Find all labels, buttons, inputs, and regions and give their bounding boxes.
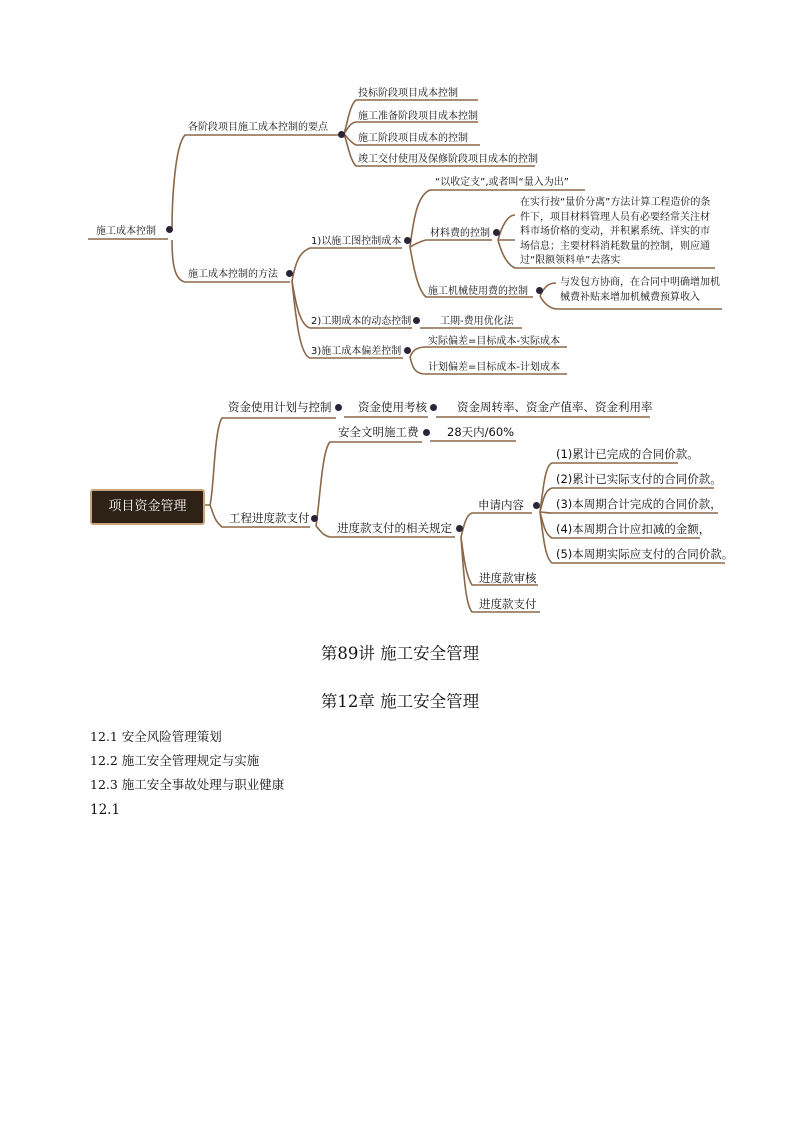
map1-root-dot	[166, 226, 173, 233]
lecture-title: 第89讲 施工安全管理	[320, 644, 480, 663]
map1-stage-item: 施工阶段项目成本的控制	[358, 133, 468, 144]
map2-progress-dot	[456, 525, 463, 532]
map2-apply-item: (5)本周期实际应支付的合同价款。	[556, 547, 734, 561]
map1-m3-child: 计划偏差=目标成本-计划成本	[428, 362, 560, 373]
map2-safety-value: 28天内/60%	[447, 425, 515, 439]
map2-root: 项目资金管理	[90, 489, 205, 525]
map1-method-1: 1)以施工图控制成本	[311, 236, 402, 247]
section-start: 12.1	[90, 802, 121, 818]
map2-b1-grandchild: 资金周转率、资金产值率、资金利用率	[457, 400, 653, 414]
map2-b2-dot	[311, 515, 318, 522]
map2-branch-2: 工程进度款支付	[229, 511, 310, 525]
map2-review: 进度款审核	[479, 571, 537, 585]
map1-m2-dot	[413, 317, 420, 324]
map1-root: 施工成本控制	[96, 226, 156, 237]
map1-methods-dot	[286, 270, 293, 277]
map1-material-desc: 在实行按“量价分离”方法计算工程造价的条件下，项目材料管理人员有必要经常关注材料市场价格的变动，并积累系统、详实的市场信息；主要材料消耗数量的控制，则应通过“限额领料单”去落实	[520, 197, 711, 266]
map1-m2-child: 工期-费用优化法	[440, 316, 514, 327]
map1-stage-item: 施工准备阶段项目成本控制	[358, 111, 478, 122]
map2-b1-child: 资金使用考核	[358, 400, 427, 414]
map1-branch-stages: 各阶段项目施工成本控制的要点	[188, 122, 328, 133]
map2-branch-1: 资金使用计划与控制	[228, 400, 332, 414]
chapter-title: 第12章 施工安全管理	[320, 692, 480, 711]
map1-m1-material: 材料费的控制	[430, 228, 490, 239]
map1-machine-dot	[536, 287, 543, 294]
map2-b1-child-dot	[430, 404, 437, 411]
map1-stage-item: 投标阶段项目成本控制	[358, 88, 458, 99]
map1-m1-dot	[404, 237, 411, 244]
map2-apply-item: (4)本周期合计应扣减的金额，	[556, 522, 711, 536]
map1-m3-child: 实际偏差=目标成本-实际成本	[428, 336, 560, 347]
map1-method-3: 3)施工成本偏差控制	[311, 346, 402, 357]
map1-branch-methods: 施工成本控制的方法	[188, 269, 278, 280]
map2-safety-dot	[423, 429, 430, 436]
map2-apply-item: (3)本周期合计完成的合同价款，	[556, 497, 722, 511]
map1-stage-item: 竣工交付使用及保修阶段项目成本的控制	[358, 154, 538, 165]
map1-material-dot	[493, 229, 500, 236]
map1-method-2: 2)工期成本的动态控制	[311, 316, 412, 327]
map2-progress: 进度款支付的相关规定	[337, 521, 452, 535]
toc-item: 12.1 安全风险管理策划	[90, 729, 222, 744]
map2-apply-item: (1)累计已完成的合同价款。	[556, 447, 699, 461]
map2-apply-item: (2)累计已实际支付的合同价款。	[556, 472, 722, 486]
toc-item: 12.2 施工安全管理规定与实施	[90, 753, 260, 768]
map2-apply: 申请内容	[478, 498, 524, 512]
map2-b1-dot	[335, 404, 342, 411]
map1-machine-desc: 与发包方协商，在合同中明确增加机械费补贴来增加机械费预算收入	[560, 277, 720, 303]
map2-safety: 安全文明施工费	[338, 425, 419, 439]
toc-item: 12.3 施工安全事故处理与职业健康	[90, 777, 285, 792]
map2-pay: 进度款支付	[479, 597, 537, 611]
map1-m1-machine: 施工机械使用费的控制	[428, 286, 528, 297]
map1-m3-dot	[404, 347, 411, 354]
map1-m1-top: “以收定支”,或者叫“量入为出”	[435, 177, 569, 188]
map2-apply-dot	[533, 502, 540, 509]
map1-stages-dot	[338, 131, 345, 138]
